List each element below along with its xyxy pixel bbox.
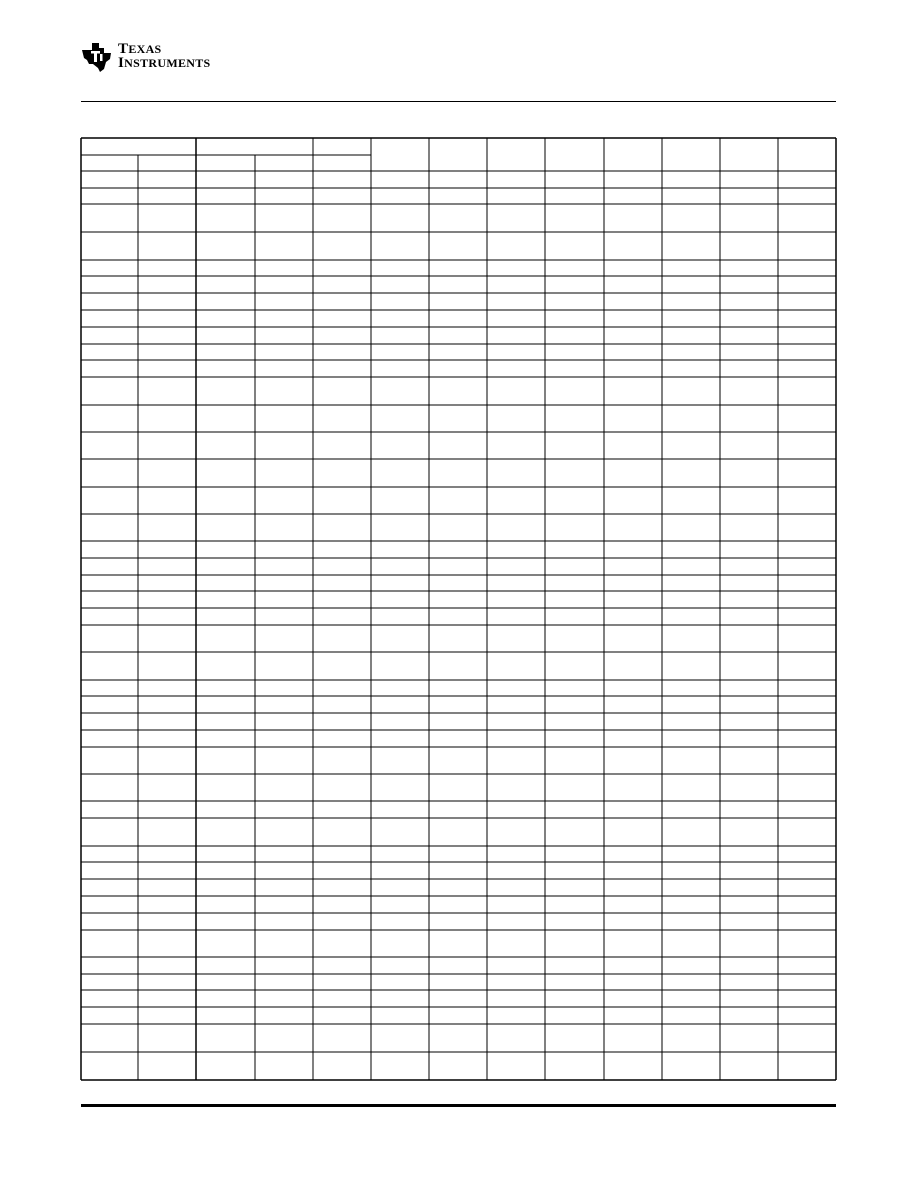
logo-rest-2: NSTRUMENTS <box>124 56 211 70</box>
logo-cap-2: I <box>118 55 125 71</box>
footer-rule <box>81 1104 836 1107</box>
logo-rest-1: EXAS <box>128 42 162 56</box>
logo-cap-1: T <box>118 41 129 57</box>
